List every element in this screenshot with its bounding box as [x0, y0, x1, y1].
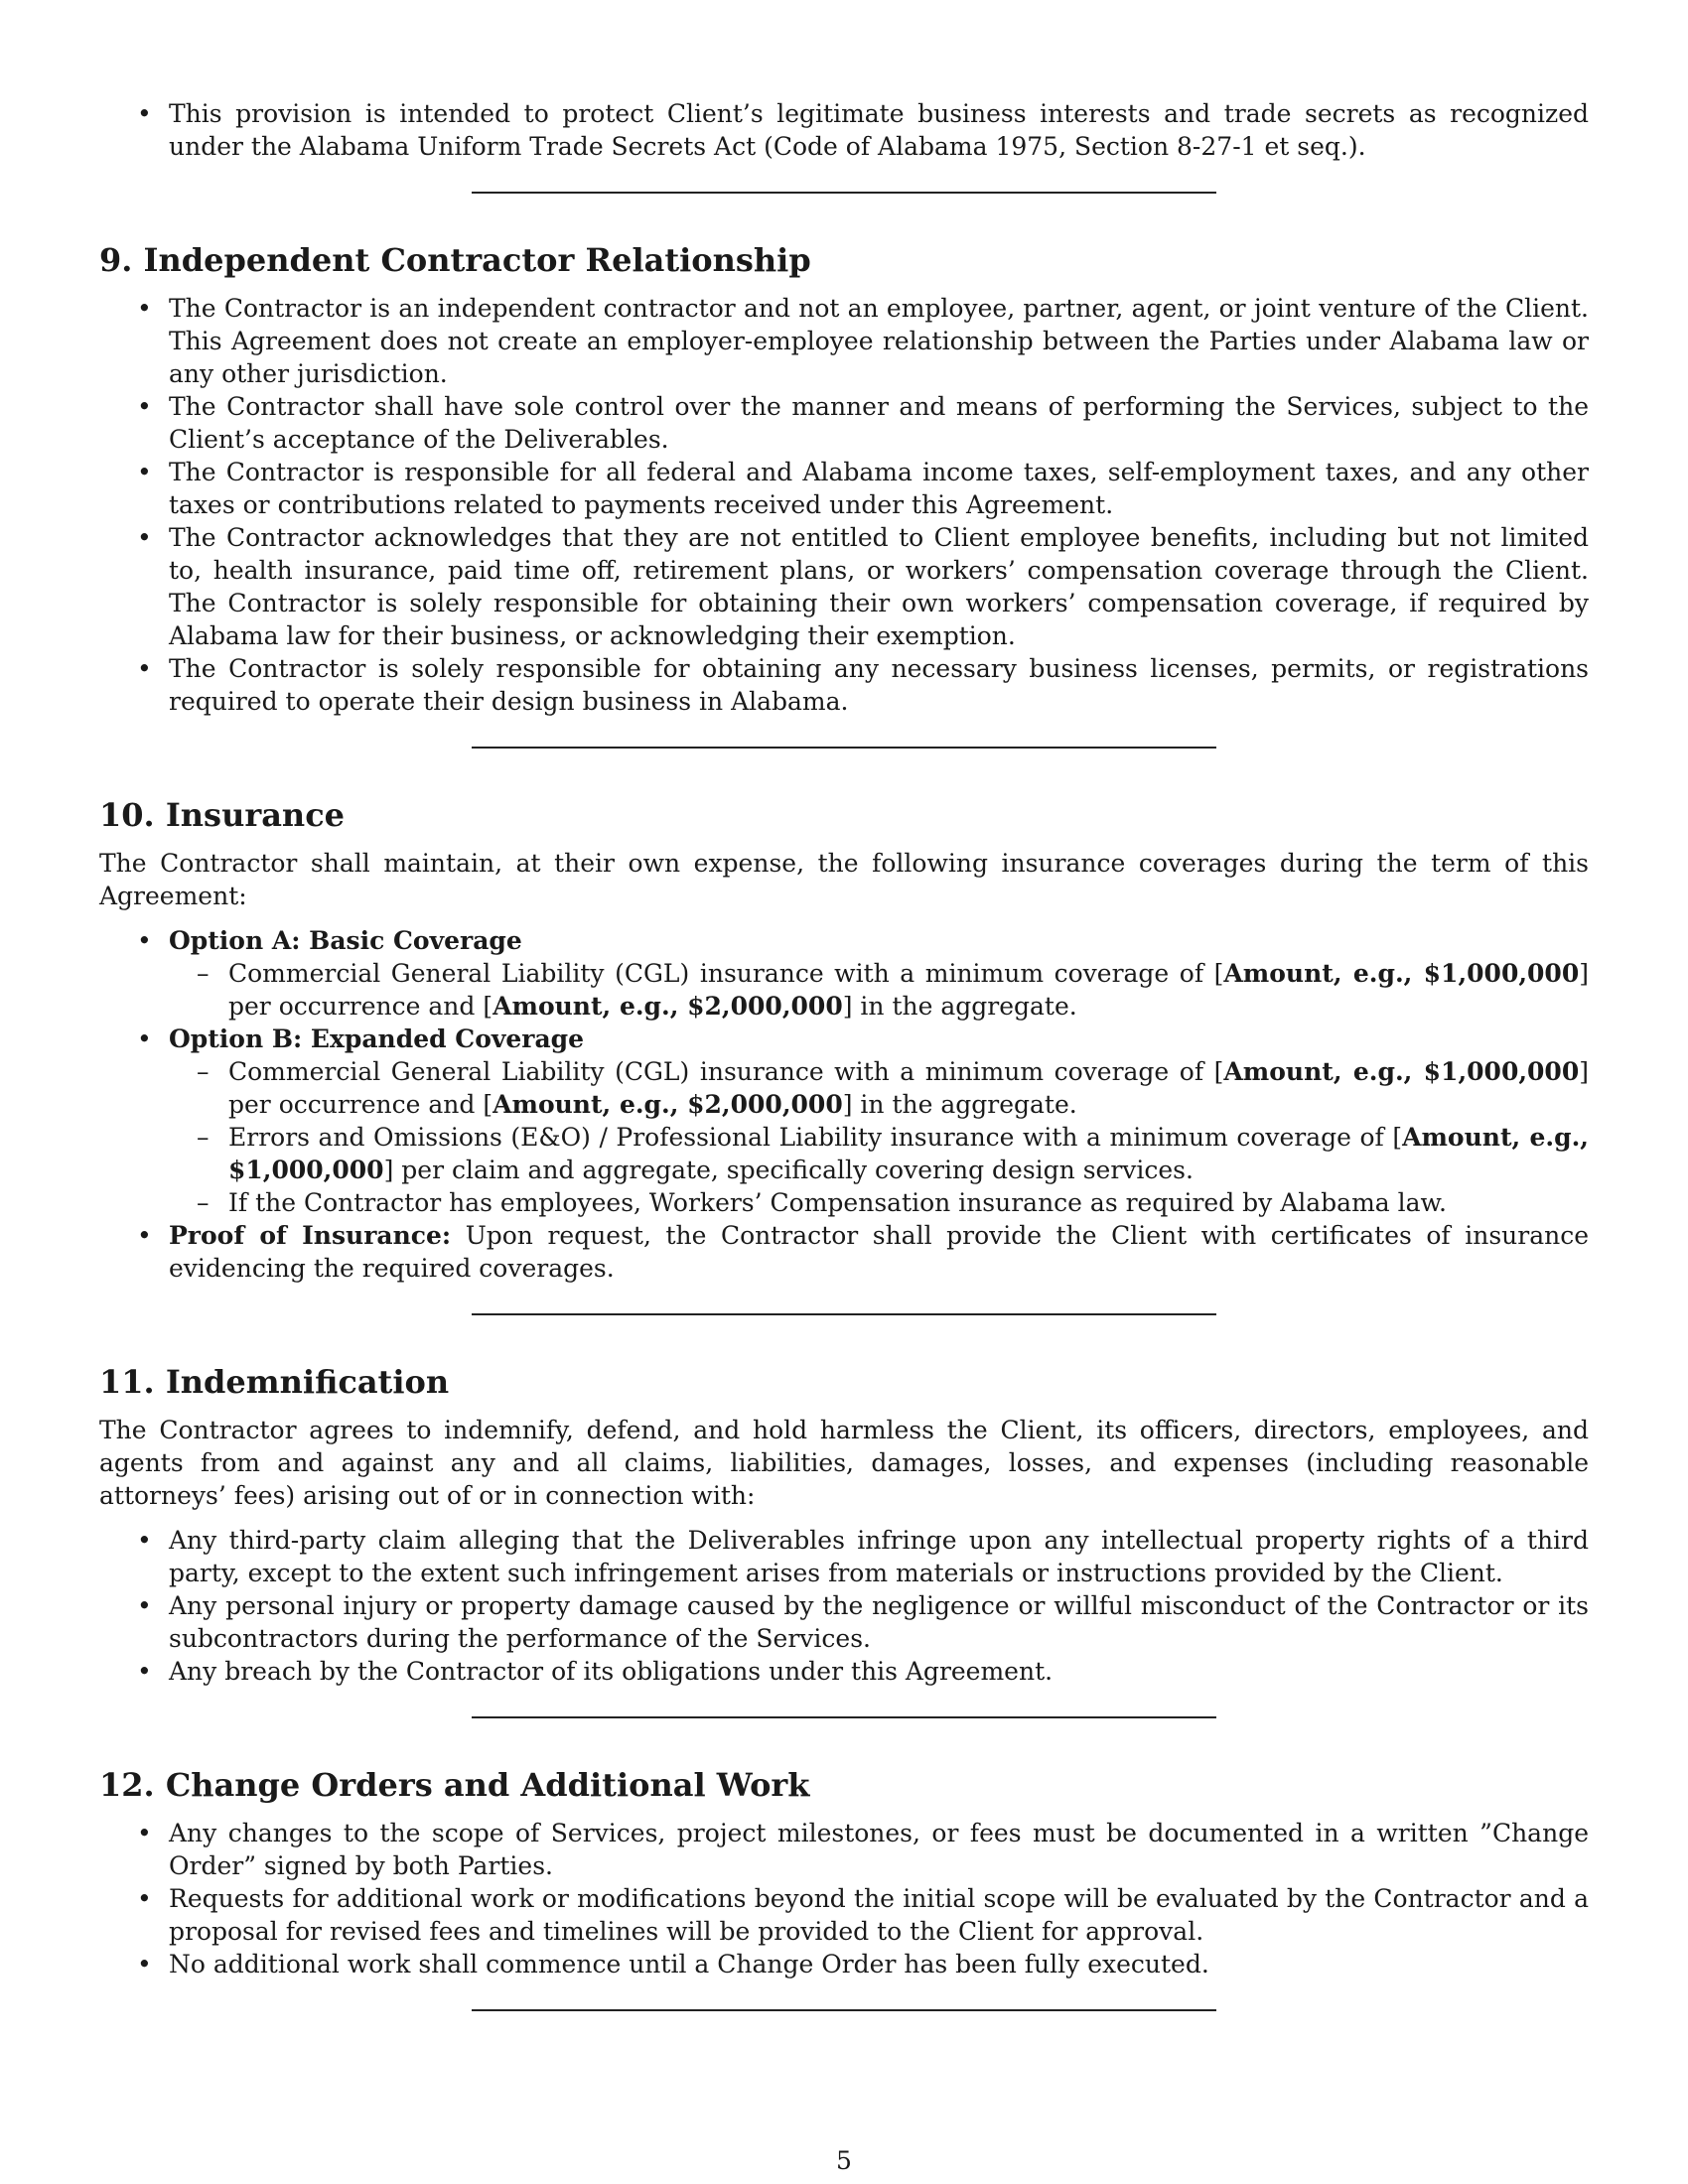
list-item: • Any breach by the Contractor of its obligations under this Agreement.: [99, 1655, 1589, 1688]
trade-secrets-list: [99, 97, 1589, 163]
option-b-sublist: [169, 1055, 1589, 1219]
section-11-title: 11. Indemnification: [99, 1363, 450, 1401]
section-9-title: 9. Independent Contractor Relationship: [99, 241, 811, 279]
option-a-item: [99, 924, 1589, 1023]
section-11-intro: The Contractor agrees to indemnify, defend, and hold harmless the Client, its officers, directors, employees, and agents from and against any and all claims, liabilities, damages, losses, and expenses (including reasonable attorneys’ fees) arising out of or in connection with:: [99, 1416, 1589, 1510]
section-12-title: 12. Change Orders and Additional Work: [99, 1766, 810, 1804]
section-10-title: 10. Insurance: [99, 796, 346, 834]
list-item: • Any changes to the scope of Services, project milestones, or fees must be documented in a written ”Change Order” signed by both Parties.: [99, 1817, 1589, 1882]
list-item: • The Contractor acknowledges that they are not entitled to Client employee benefits, including but not limited to, health insurance, paid time off, retirement plans, or workers’ compensation coverage through the Client. The Contractor is solely responsible for obtaining their own workers’ compensation coverage, if required by Alabama law for their business, or acknowledging their exemption.: [99, 521, 1589, 652]
section-10-intro: The Contractor shall maintain, at their own expense, the following insurance coverages during the term of this Agreement:: [99, 849, 1589, 910]
list-item: • Any third-party claim alleging that the Deliverables infringe upon any intellectual property rights of a third party, except to the extent such infringement arises from materials or instructions provided by the Client.: [99, 1524, 1589, 1589]
sublist-item: – If the Contractor has employees, Workers’ Compensation insurance as required by Alabama law.: [169, 1186, 1589, 1219]
list-item: • This provision is intended to protect Client’s legitimate business interests and trade secrets as recognized under the Alabama Uniform Trade Secrets Act (Code of Alabama 1975, Section 8-27-1 et seq.).: [99, 97, 1589, 163]
sublist-item: – Commercial General Liability (CGL) insurance with a minimum coverage of [Amount, e.g., $1,000,000] per occurrence and [Amount, e.g., $2,000,000] in the aggregate.: [169, 1055, 1589, 1121]
proof-label: Proof of Insurance:: [169, 1221, 452, 1250]
section-divider: [472, 2009, 1216, 2011]
list-item: • The Contractor shall have sole control over the manner and means of performing the Services, subject to the Client’s acceptance of the Deliverables.: [99, 390, 1589, 456]
page-content: [99, 97, 1589, 2011]
option-b-item: [99, 1023, 1589, 1219]
list-item: • No additional work shall commence until a Change Order has been fully executed.: [99, 1948, 1589, 1980]
proof-of-insurance-item: • Proof of Insurance: Upon request, the Contractor shall provide the Client with certificates of insurance evidencing the required coverages.: [99, 1219, 1589, 1285]
sublist-item: – Errors and Omissions (E&O) / Professional Liability insurance with a minimum coverage of [Amount, e.g., $1,000,000] per claim and aggregate, specifically covering design services.: [169, 1121, 1589, 1186]
option-b-label: Option B: Expanded Coverage: [169, 1024, 585, 1053]
section-12-list: [99, 1817, 1589, 1980]
list-item: • The Contractor is responsible for all federal and Alabama income taxes, self-employment taxes, and any other taxes or contributions related to payments received under this Agreement.: [99, 456, 1589, 521]
list-item: • Requests for additional work or modifications beyond the initial scope will be evaluated by the Contractor and a proposal for revised fees and timelines will be provided to the Client for approval.: [99, 1882, 1589, 1948]
section-11-list: [99, 1524, 1589, 1688]
section-10-list: [99, 924, 1589, 1285]
section-9-list: [99, 292, 1589, 718]
list-item: • The Contractor is solely responsible for obtaining any necessary business licenses, permits, or registrations required to operate their design business in Alabama.: [99, 652, 1589, 718]
sublist-item: – Commercial General Liability (CGL) insurance with a minimum coverage of [Amount, e.g., $1,000,000] per occurrence and [Amount, e.g., $2,000,000] in the aggregate.: [169, 957, 1589, 1023]
option-a-sublist: [169, 957, 1589, 1023]
list-item: • Any personal injury or property damage caused by the negligence or willful misconduct of the Contractor or its subcontractors during the performance of the Services.: [99, 1589, 1589, 1655]
option-a-label: Option A: Basic Coverage: [169, 926, 522, 955]
page-number: 5: [836, 2146, 852, 2175]
list-item: • The Contractor is an independent contractor and not an employee, partner, agent, or joint venture of the Client. This Agreement does not create an employer-employee relationship between the Parties under Alabama law or any other jurisdiction.: [99, 292, 1589, 390]
